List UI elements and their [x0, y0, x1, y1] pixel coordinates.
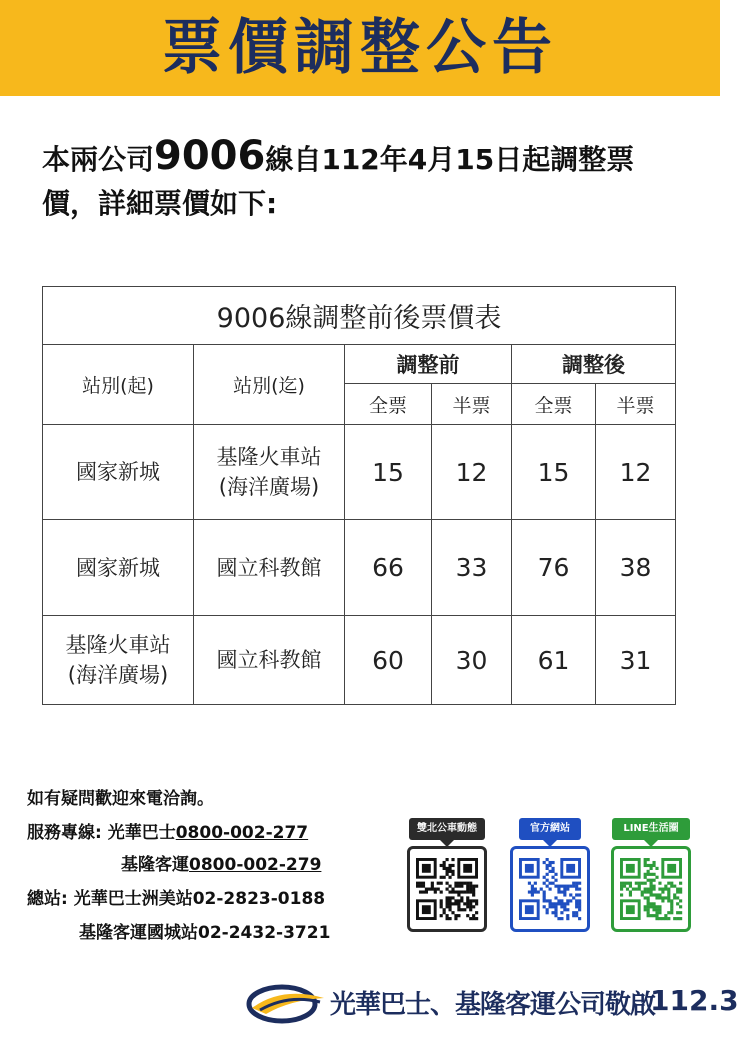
hotline-line-2 [121, 850, 321, 875]
footer-date: 112.3 [650, 984, 739, 1017]
qr-code-icon [407, 846, 487, 932]
header-from: 站別(起) [43, 345, 194, 425]
title-banner [0, 0, 720, 96]
station-line-2: 基隆客運國城站02-2432-3721 [79, 923, 331, 943]
header-after: 調整後 [512, 345, 676, 384]
row-before-full: 15 [345, 425, 432, 520]
row-after-half: 12 [596, 425, 676, 520]
qr-line-circle[interactable] [611, 818, 691, 936]
table-row [43, 616, 676, 705]
qr-official-website[interactable] [510, 818, 590, 936]
row-from: 國家新城 [43, 425, 194, 520]
qr-label: 雙北公車動態 [409, 818, 485, 840]
row-before-half: 12 [432, 425, 512, 520]
fare-table-caption: 9006線調整前後票價表 [43, 287, 676, 345]
row-before-half: 33 [432, 520, 512, 616]
header-after-half: 半票 [596, 384, 676, 425]
qr-code-icon [611, 846, 691, 932]
row-after-half: 38 [596, 520, 676, 616]
hotline-number-2[interactable]: 0800-002-279 [189, 855, 322, 875]
row-after-half: 31 [596, 616, 676, 705]
row-before-full: 60 [345, 616, 432, 705]
row-before-half: 30 [432, 616, 512, 705]
footer-organization: 光華巴士、基隆客運公司敬啟 [330, 990, 656, 1020]
hotline-line-1 [27, 818, 308, 843]
qr-label: 官方網站 [519, 818, 581, 840]
row-to: 國立科教館 [194, 616, 345, 705]
header-before: 調整前 [345, 345, 512, 384]
header-before-full: 全票 [345, 384, 432, 425]
row-to: 國立科教館 [194, 520, 345, 616]
header-to: 站別(迄) [194, 345, 345, 425]
row-after-full: 76 [512, 520, 596, 616]
row-after-full: 61 [512, 616, 596, 705]
row-to: 基隆火車站 (海洋廣場) [194, 425, 345, 520]
table-row [43, 425, 676, 520]
intro-before: 本兩公司 [42, 143, 155, 176]
fare-table [42, 286, 676, 705]
header-after-full: 全票 [512, 384, 596, 425]
page-title: 票價調整公告 [162, 13, 558, 83]
intro-line2: 價，詳細票價如下: [42, 187, 278, 220]
row-from: 國家新城 [43, 520, 194, 616]
route-number: 9006 [154, 133, 266, 179]
intro-after: 線自112年4月15日起調整票 [265, 143, 635, 176]
qr-bus-dynamics[interactable] [407, 818, 487, 936]
hotline-number-1[interactable]: 0800-002-277 [175, 823, 309, 843]
row-before-full: 66 [345, 520, 432, 616]
station-line-1: 總站: 光華巴士洲美站02-2823-0188 [27, 889, 326, 909]
table-row [43, 520, 676, 616]
header-before-half: 半票 [432, 384, 512, 425]
company-logo-icon [246, 980, 328, 1028]
qr-label: LINE生活圈 [612, 818, 690, 840]
inquiry-text: 如有疑問歡迎來電洽詢。 [27, 789, 214, 809]
row-after-full: 15 [512, 425, 596, 520]
announcement-text [42, 134, 692, 226]
qr-code-icon [510, 846, 590, 932]
row-from: 基隆火車站 (海洋廣場) [43, 616, 194, 705]
hotline-2-label: 基隆客運 [121, 855, 189, 875]
hotline-label: 服務專線: 光華巴士 [27, 823, 176, 843]
footer [246, 980, 739, 1030]
